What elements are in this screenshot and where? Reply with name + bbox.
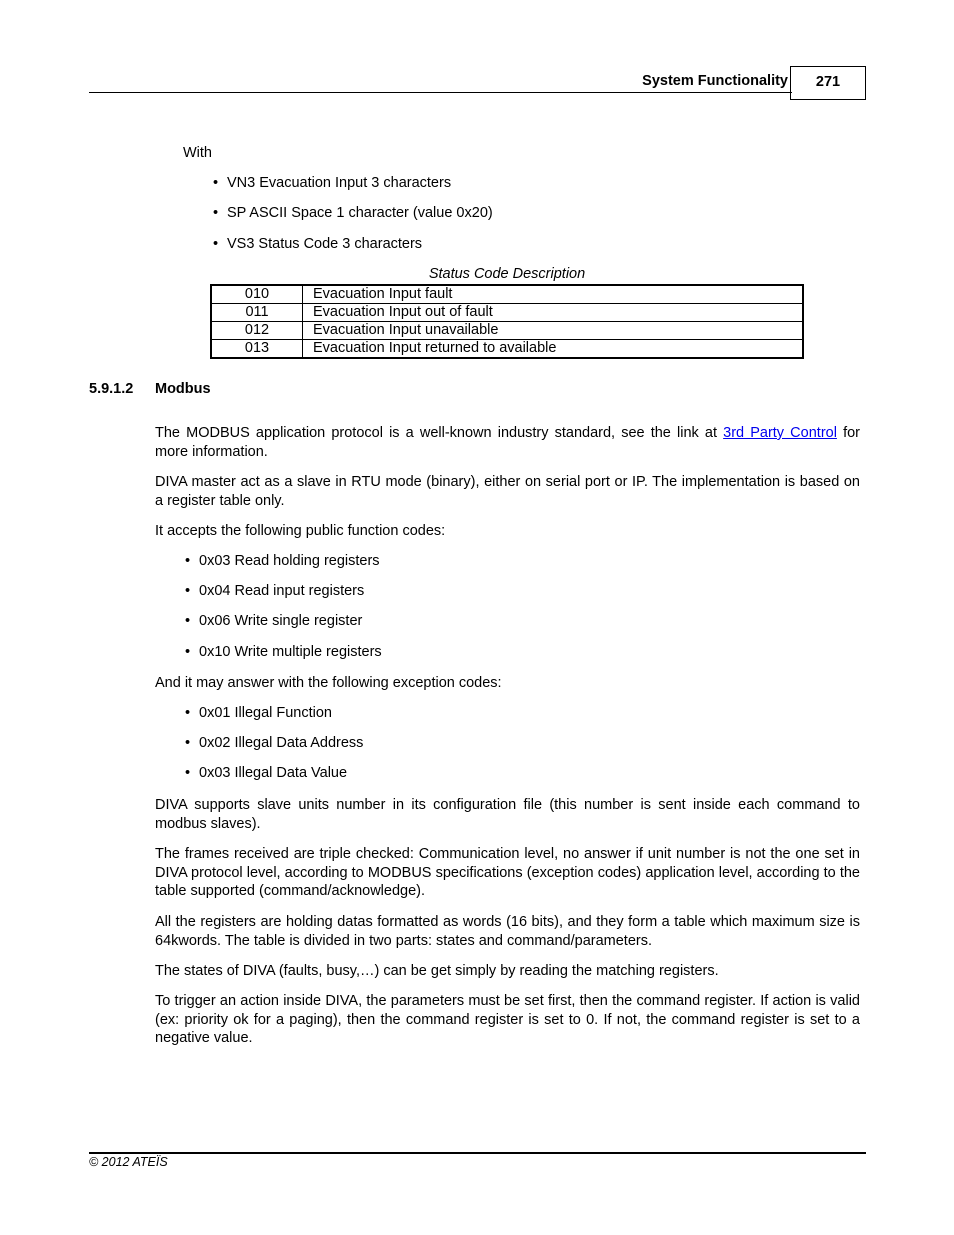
bullet-icon: •	[213, 236, 219, 252]
registers-paragraph: All the registers are holding datas formatted as words (16 bits), and they form a table which maximum size is 64kwords. The table is divided in two parts: states and command/parameters.	[155, 914, 860, 949]
list-item	[213, 236, 423, 252]
status-description: Evacuation Input fault	[303, 285, 804, 304]
section-title: Modbus	[155, 381, 211, 397]
list-item-text: 0x04 Read input registers	[199, 583, 365, 599]
status-code: 010	[211, 285, 303, 304]
exceptions-paragraph: And it may answer with the following exception codes:	[155, 675, 502, 691]
header-title: System Functionality	[642, 73, 788, 89]
intro-text-end: for more information.	[155, 425, 860, 460]
intro-paragraph	[155, 424, 860, 461]
bullet-icon: •	[185, 735, 191, 751]
bullet-icon: •	[185, 644, 191, 660]
third-party-control-link[interactable]: 3rd Party Control	[723, 425, 837, 441]
list-item-text: 0x06 Write single register	[199, 613, 363, 629]
accepts-paragraph: It accepts the following public function codes:	[155, 523, 446, 539]
footer-rule	[89, 1152, 866, 1154]
status-code: 013	[211, 340, 303, 359]
states-paragraph: The states of DIVA (faults, busy,…) can be get simply by reading the matching registers.	[155, 963, 719, 979]
status-description: Evacuation Input unavailable	[303, 322, 804, 340]
bullet-icon: •	[185, 613, 191, 629]
list-item-text: 0x03 Illegal Data Value	[199, 765, 348, 781]
bullet-icon: •	[213, 175, 219, 191]
intro-text: The MODBUS application protocol is a well-known industry standard, see the link at	[155, 425, 724, 441]
page-header	[89, 66, 866, 100]
list-item	[185, 583, 365, 599]
table-caption: Status Code Description	[428, 266, 586, 282]
list-item-text: 0x02 Illegal Data Address	[199, 735, 364, 751]
table-row	[211, 322, 803, 340]
status-description: Evacuation Input out of fault	[303, 304, 804, 322]
list-item-text: 0x10 Write multiple registers	[199, 644, 382, 660]
list-item	[185, 613, 363, 629]
list-item-text: 0x01 Illegal Function	[199, 705, 332, 721]
list-item-text: 0x03 Read holding registers	[199, 553, 380, 569]
frames-paragraph: The frames received are triple checked: Communication level, no answer if unit number is not the one set in DIVA protocol level, according to MODBUS specifications (exception codes) application level, according to the table supported (command/acknowledge).	[155, 846, 860, 899]
units-paragraph: DIVA supports slave units number in its configuration file (this number is sent inside each command to modbus slaves).	[155, 797, 860, 832]
list-item	[213, 175, 452, 191]
list-item	[185, 644, 382, 660]
bullet-icon: •	[213, 205, 219, 221]
list-item-text: VS3 Status Code 3 characters	[227, 236, 423, 252]
table-row	[211, 340, 803, 359]
list-item-text: SP ASCII Space 1 character (value 0x20)	[227, 205, 493, 221]
footer-copyright: © 2012 ATEÏS	[89, 1155, 168, 1169]
list-item	[185, 735, 364, 751]
list-item	[185, 553, 380, 569]
list-item-text: VN3 Evacuation Input 3 characters	[227, 175, 452, 191]
status-code-table	[210, 284, 804, 359]
section-number: 5.9.1.2	[89, 381, 134, 397]
bullet-icon: •	[185, 583, 191, 599]
list-item	[185, 765, 348, 781]
section-heading	[89, 381, 211, 397]
slave-paragraph: DIVA master act as a slave in RTU mode (binary), either on serial port or IP. The implementation is based on a register table only.	[155, 474, 860, 509]
bullet-icon: •	[185, 553, 191, 569]
trigger-paragraph: To trigger an action inside DIVA, the parameters must be set first, then the command register. If action is valid (ex: priority ok for a paging), then the command register is set to 0. If not, the command register is set to a negative value.	[155, 993, 860, 1046]
table-row	[211, 304, 803, 322]
bullet-icon: •	[185, 705, 191, 721]
list-item	[213, 205, 493, 221]
list-item	[185, 705, 332, 721]
page-number: 271	[790, 66, 866, 100]
with-label: With	[183, 145, 212, 161]
bullet-icon: •	[185, 765, 191, 781]
status-description: Evacuation Input returned to available	[303, 340, 804, 359]
header-rule	[89, 92, 792, 93]
table-row	[211, 285, 803, 304]
status-code: 011	[211, 304, 303, 322]
status-code: 012	[211, 322, 303, 340]
